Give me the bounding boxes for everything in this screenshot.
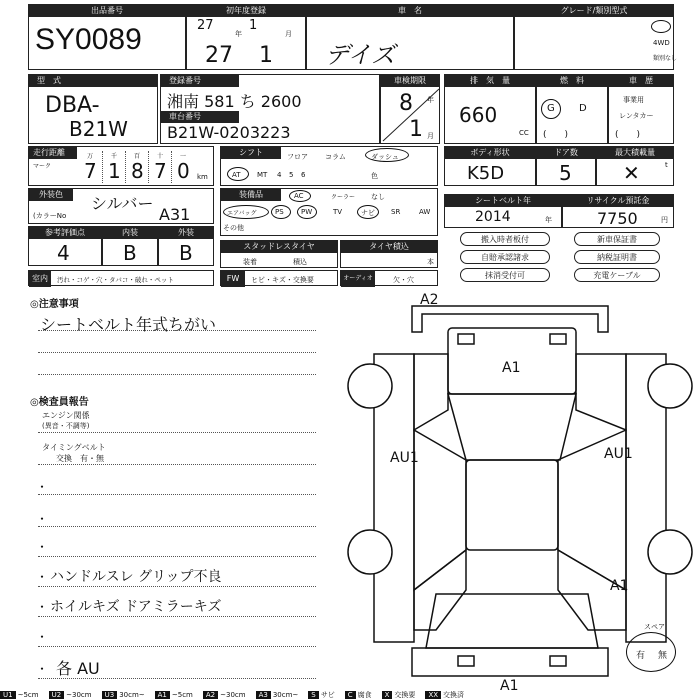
fuel-paren: ( )	[543, 130, 569, 140]
legend-desc: サビ	[320, 691, 335, 699]
legend-desc: 30cm~	[119, 691, 145, 699]
report-rule-5	[38, 556, 316, 557]
tire-load-label: タイヤ積込	[341, 241, 437, 253]
first-registration-label: 初年度登録	[187, 5, 305, 17]
car-name-box	[306, 4, 514, 70]
exterior-grade-value: B	[179, 241, 193, 265]
shift-box	[220, 146, 438, 186]
history-label: 車 歴	[609, 75, 673, 87]
max-load-label: 最大積載量	[597, 147, 673, 159]
exterior-color-value: シルバー	[91, 194, 154, 213]
legend-code: S	[308, 691, 318, 699]
bullet-6: ・	[36, 630, 49, 644]
eq-ac: AC	[294, 192, 304, 200]
first-reg-top-year: 27	[197, 18, 214, 33]
displacement-box	[444, 74, 536, 144]
legend-code: U2	[49, 691, 65, 699]
seatbelt-label: シートベルト年	[445, 195, 561, 207]
spare-circle	[626, 632, 676, 672]
tire-load-box	[340, 240, 438, 268]
damage-legend	[0, 690, 700, 700]
grade-box	[514, 4, 678, 70]
mileage-digit-cell	[79, 151, 102, 183]
displacement-label: 排 気 量	[445, 75, 535, 87]
mileage-digit: 8	[131, 159, 144, 183]
mileage-digit: 7	[84, 159, 97, 183]
max-load-value: ✕	[623, 161, 640, 185]
score-value: 4	[57, 241, 70, 265]
shift-6: 6	[301, 171, 306, 179]
wheel-note: ホイルキズ ドアミラーキズ	[50, 599, 222, 615]
report-rule-9	[38, 678, 316, 679]
max-load-box	[596, 146, 674, 186]
cc-unit: CC	[519, 129, 529, 137]
exterior-grade-box	[158, 226, 214, 266]
lot-number-label: 出品番号	[29, 5, 185, 17]
reg-no-label: 登録番号	[161, 75, 239, 87]
notes-title: ◎注意事項	[30, 299, 79, 310]
legend-desc: ~30cm	[66, 691, 92, 699]
score-label: 参考評価点	[29, 227, 101, 239]
damage-a2: A2	[420, 292, 439, 308]
plate-front	[458, 334, 474, 344]
fw-label: FW	[221, 271, 245, 287]
recycle-unit: 円	[661, 216, 668, 224]
report-title-text: 検査員報告	[38, 397, 89, 408]
equipment-box	[220, 188, 438, 236]
chassis-label: 車台番号	[161, 111, 239, 123]
rear-bumper	[412, 648, 608, 676]
all-au-note: 各 AU	[56, 659, 100, 678]
audio-label: オーディオ	[341, 271, 375, 287]
eq-pw: PW	[301, 208, 313, 216]
bullet-1: ・	[36, 480, 49, 494]
model-value-line1: DBA-	[45, 93, 100, 118]
legend-desc: ~5cm	[171, 691, 193, 699]
tire-load-unit: 本	[427, 258, 434, 266]
first-registration-box	[186, 4, 306, 70]
notes-rule-2	[38, 352, 316, 353]
eq-sr: SR	[391, 208, 401, 216]
studless-loaded: 積込	[293, 258, 307, 266]
left-fender-front	[414, 354, 448, 430]
mileage-digits	[79, 151, 195, 183]
color-no-value: A31	[159, 205, 191, 224]
inspection-year-unit: 年	[427, 96, 434, 104]
wheel-front-right	[648, 364, 692, 408]
inspection-year: 8	[399, 91, 413, 116]
mileage-digit: 0	[177, 159, 190, 183]
body-type-label: ボディ形状	[445, 147, 535, 159]
legend-code: U3	[102, 691, 118, 699]
shift-5: 5	[289, 171, 294, 179]
mileage-digit: 1	[108, 159, 121, 183]
plate-rear	[458, 656, 474, 666]
mileage-scale-label: 一	[180, 153, 187, 160]
mileage-box	[28, 146, 214, 186]
equipment-label: 装備品	[221, 189, 281, 201]
legend-desc: 交換要	[394, 691, 416, 699]
engine-sub: (異音・不調等)	[42, 422, 90, 430]
fuel-d: D	[579, 103, 587, 114]
history-rental: レンタカー	[619, 112, 654, 120]
recycle-value: 7750	[597, 209, 638, 228]
damage-au1-right: AU1	[604, 446, 633, 462]
cable-pill: 充電ケーブル	[574, 268, 660, 282]
eq-other: その他	[223, 224, 244, 232]
shift-column: コラム	[325, 153, 346, 161]
notes-title-text: 注意事項	[38, 299, 79, 310]
seatbelt-unit: 年	[545, 216, 552, 224]
eq-ps: PS	[275, 208, 284, 216]
body-type-box	[444, 146, 536, 186]
mileage-digit: 7	[154, 159, 167, 183]
bullet-7: ・	[36, 662, 49, 676]
legend-code: C	[345, 691, 356, 699]
interior-grade-label: 内装	[103, 227, 157, 239]
damage-a1-right: A1	[610, 578, 629, 594]
inspection-box	[380, 74, 440, 144]
interior-grade-box	[102, 226, 158, 266]
inspection-label: 車検期限	[381, 75, 439, 87]
bullet-2: ・	[36, 512, 49, 526]
shift-4: 4	[277, 171, 282, 179]
month-unit-top: 月	[285, 30, 292, 38]
plate-front-2	[550, 334, 566, 344]
spare-have: 有	[636, 651, 646, 661]
recycle-box	[562, 194, 674, 228]
timing-sub: 交換 有・無	[56, 454, 104, 463]
year-unit-top: 年	[235, 30, 242, 38]
interior-grade-value: B	[123, 241, 137, 265]
legend-desc: ~5cm	[17, 691, 39, 699]
legend-code: X	[382, 691, 393, 699]
windshield	[448, 394, 576, 460]
eq-airbag: エアバッグ	[227, 210, 257, 217]
score-box	[28, 226, 102, 266]
eq-cooler: クーラー	[331, 194, 356, 201]
car-name-value: デイズ	[325, 41, 396, 69]
notes-line-1: シートベルト年式ちがい	[40, 315, 217, 334]
fourwd-label: 4WD	[653, 39, 670, 47]
rear-quarter-left	[414, 550, 466, 630]
mileage-digit-cell	[125, 151, 149, 183]
shift-floor: フロア	[287, 153, 308, 161]
shift-mt: MT	[257, 171, 268, 179]
max-load-unit: t	[665, 161, 668, 169]
bullet-4: ・	[36, 570, 49, 584]
report-rule-6	[38, 586, 316, 587]
car-name-label: 車 名	[307, 5, 513, 17]
model-label: 型 式	[29, 75, 157, 87]
grade-label: グレード/類別型式	[515, 5, 673, 17]
model-value-line2: B21W	[69, 117, 128, 141]
kind-none-label: 類別なし	[653, 55, 678, 62]
bullet-3: ・	[36, 540, 49, 554]
eq-none: なし	[371, 193, 385, 201]
mileage-scale-label: 千	[111, 153, 118, 160]
report-title: ◎検査員報告	[30, 397, 89, 408]
fuel-g: G	[547, 103, 555, 114]
shift-color: 色	[371, 172, 378, 180]
legend-desc: 30cm~	[272, 691, 299, 699]
back-door	[426, 594, 598, 648]
interior-condition-values: 汚れ・コゲ・穴・タバコ・破れ・ペット	[57, 276, 174, 284]
right-fender-front	[576, 354, 626, 430]
plate-rear-2	[550, 656, 566, 666]
studless-mounted: 装着	[243, 258, 257, 266]
report-rule-8	[38, 646, 316, 647]
fourwd-circle	[651, 20, 671, 33]
legend-code: U1	[0, 691, 16, 699]
fuel-label: 燃 料	[537, 75, 607, 87]
inspection-month-unit: 月	[427, 132, 434, 140]
first-reg-year: 27	[205, 43, 233, 68]
mileage-digit-cell	[148, 151, 172, 183]
wheel-rear-left	[348, 530, 392, 574]
recycle-label: リサイクル預託金	[563, 195, 673, 207]
doors-label: ドア数	[537, 147, 595, 159]
damage-a1-hood: A1	[502, 360, 521, 376]
interior-condition-label: 室内	[29, 271, 51, 287]
color-no-label: (カラーNo	[33, 212, 67, 220]
audio-box	[340, 270, 438, 286]
legend-code: A2	[203, 691, 218, 699]
eq-aw: AW	[419, 208, 431, 216]
inspection-month: 1	[409, 117, 423, 142]
report-rule-3	[38, 494, 316, 495]
wheel-rear-right	[648, 530, 692, 574]
eq-tv: TV	[333, 208, 343, 216]
report-rule-1	[38, 432, 316, 433]
displacement-value: 660	[459, 103, 498, 127]
report-rule-7	[38, 616, 316, 617]
fw-box	[220, 270, 338, 286]
exterior-color-label: 外装色	[29, 189, 73, 201]
spare-label: スペア	[644, 623, 665, 631]
documents-box	[444, 230, 674, 286]
wheel-front-left	[348, 364, 392, 408]
mileage-mark-label: マーク	[33, 163, 52, 170]
legend-desc: 腐食	[357, 691, 372, 699]
mileage-scale-label: 百	[134, 153, 141, 160]
mileage-digit-cell	[171, 151, 195, 183]
roof	[466, 460, 558, 550]
first-reg-month: 1	[259, 43, 273, 68]
damage-au1-left: AU1	[390, 450, 419, 466]
tax-cert-pill: 納税証明書	[574, 250, 660, 264]
registration-box	[160, 74, 380, 144]
studless-box	[220, 240, 338, 268]
damage-a1-rear: A1	[500, 678, 519, 690]
notes-rule-3	[38, 374, 316, 375]
legend-desc: 交換済	[443, 691, 465, 699]
mileage-km-unit: km	[197, 173, 208, 181]
reg-no-value: 湘南 581 ち 2600	[167, 92, 302, 111]
report-rule-4	[38, 526, 316, 527]
legend-code: XX	[425, 691, 441, 699]
body-type-value: K5D	[467, 163, 505, 184]
doors-value: 5	[559, 161, 572, 185]
exterior-grade-label: 外装	[159, 227, 213, 239]
legend-code: A3	[256, 691, 271, 699]
left-doors	[414, 430, 466, 590]
spare-none: 無	[658, 651, 668, 661]
studless-label: スタッドレスタイヤ	[221, 241, 337, 253]
history-business: 事業用	[623, 96, 644, 104]
mileage-digit-cell	[102, 151, 126, 183]
seatbelt-box	[444, 194, 562, 228]
lot-number-box	[28, 4, 186, 70]
plate-pill: 搬入時者板付	[460, 232, 550, 246]
shift-dash: ダッシュ	[371, 153, 399, 161]
erase-pill: 抹消受付可	[460, 268, 550, 282]
doors-box	[536, 146, 596, 186]
seatbelt-value: 2014	[475, 209, 511, 225]
interior-condition-box	[28, 270, 214, 286]
warranty-pill: 新車保証書	[574, 232, 660, 246]
shift-label: シフト	[221, 147, 281, 159]
legend-code: A1	[155, 691, 170, 699]
mileage-label: 走行距離	[29, 147, 77, 159]
fuel-box	[536, 74, 608, 144]
exterior-color-box	[28, 188, 214, 224]
audio-values: 欠・穴	[393, 276, 414, 284]
model-box	[28, 74, 158, 144]
first-reg-top-month: 1	[249, 18, 258, 33]
self-approve-pill: 自賠承認諸求	[460, 250, 550, 264]
timing-label: タイミングベルト	[42, 443, 106, 452]
mileage-scale-label: 万	[87, 153, 94, 160]
lot-number-value: SY0089	[35, 23, 142, 56]
fw-values: ヒビ・キズ・交換要	[251, 276, 314, 284]
chassis-value: B21W-0203223	[167, 123, 291, 142]
notes-rule-1	[38, 330, 316, 331]
history-paren: ( )	[615, 130, 641, 140]
engine-label: エンジン関係	[42, 411, 90, 420]
shift-at: AT	[232, 171, 241, 179]
handle-note: ハンドルスレ グリップ不良	[50, 569, 222, 585]
mileage-scale-label: 十	[157, 153, 164, 160]
bullet-5: ・	[36, 600, 49, 614]
legend-desc: ~30cm	[220, 691, 246, 699]
history-box	[608, 74, 674, 144]
report-rule-2	[38, 464, 316, 465]
eq-navi: ナビ	[361, 209, 375, 217]
